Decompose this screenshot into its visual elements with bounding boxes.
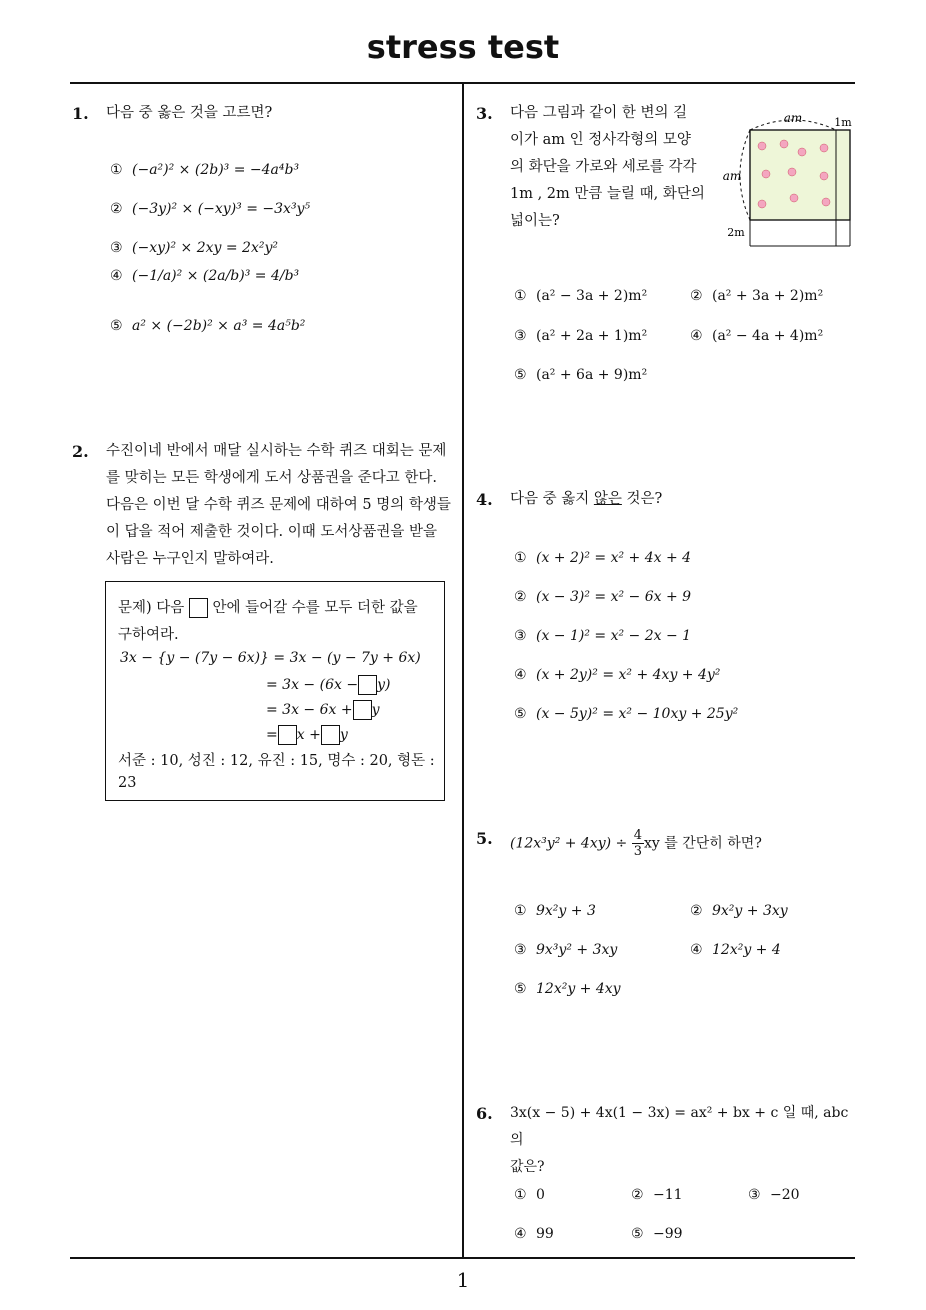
option-mark: ② bbox=[110, 201, 123, 217]
option-mark: ③ bbox=[514, 328, 527, 344]
option-mark: ② bbox=[690, 288, 703, 304]
option-mark: ⑤ bbox=[514, 706, 527, 722]
q5-text-part: (12x³y² + 4xy) ÷ bbox=[510, 835, 628, 852]
q2-line: 다음은 이번 달 수학 퀴즈 문제에 대하여 5 명의 학생들 bbox=[106, 497, 451, 513]
q5-option-1 bbox=[514, 903, 596, 919]
q4-option-5 bbox=[514, 706, 738, 722]
option-expr: 9x³y² + 3xy bbox=[536, 942, 618, 958]
q3-line: 의 화단을 가로와 세로를 각각 bbox=[510, 159, 697, 175]
q3-option-2 bbox=[690, 288, 823, 304]
q5-option-5 bbox=[514, 981, 621, 997]
q3-option-4 bbox=[690, 328, 823, 344]
bottom-rule bbox=[70, 1257, 855, 1259]
option-mark: ④ bbox=[514, 667, 527, 683]
q5-text-part: xy 를 간단히 하면? bbox=[644, 835, 762, 852]
blank-box bbox=[321, 725, 340, 745]
q1-option-5 bbox=[110, 318, 305, 334]
option-mark: ⑤ bbox=[110, 318, 123, 334]
blank-box bbox=[189, 598, 208, 618]
option-expr: (x + 2y)² = x² + 4xy + 4y² bbox=[536, 667, 721, 683]
q4-option-2 bbox=[514, 589, 691, 605]
option-mark: ④ bbox=[514, 1226, 527, 1242]
frac-bottom: 3 bbox=[633, 844, 643, 859]
option-expr: (x − 3)² = x² − 6x + 9 bbox=[536, 589, 692, 605]
frac-top: 4 bbox=[633, 828, 643, 843]
q4-text-part: 다음 중 옳지 bbox=[510, 491, 590, 507]
fig-label-bottom: 2m bbox=[727, 226, 745, 239]
q4-number: 4. bbox=[476, 490, 493, 509]
option-mark: ① bbox=[514, 1187, 527, 1203]
page-number: 1 bbox=[456, 1268, 470, 1292]
option-mark: ⑤ bbox=[631, 1226, 644, 1242]
option-expr: (a² + 3a + 2)m² bbox=[712, 288, 824, 304]
q2-line: 사람은 누구인지 말하여라. bbox=[106, 551, 274, 567]
option-expr: (a² + 6a + 9)m² bbox=[536, 367, 648, 383]
option-expr: (x − 1)² = x² − 2x − 1 bbox=[536, 628, 692, 644]
option-mark: ② bbox=[690, 903, 703, 919]
q1-number: 1. bbox=[72, 104, 89, 123]
eq-text: = 3x − 6x + bbox=[266, 702, 353, 718]
q2-line: 수진이네 반에서 매달 실시하는 수학 퀴즈 대회는 문제 bbox=[106, 443, 447, 459]
option-expr: (−1/a)² × (2a/b)³ = 4/b³ bbox=[132, 268, 300, 284]
q2-line: 를 맞히는 모든 학생에게 도서 상품권을 준다고 한다. bbox=[106, 470, 438, 486]
option-expr: −11 bbox=[653, 1187, 683, 1203]
q2-line: 이 답을 적어 제출한 것이다. 이때 도서상품권을 받을 bbox=[106, 524, 438, 540]
option-expr: 12x²y + 4 bbox=[712, 942, 781, 958]
option-expr: (a² − 4a + 4)m² bbox=[712, 328, 824, 344]
box-eq-3 bbox=[266, 700, 380, 720]
eq-text: y bbox=[371, 702, 380, 718]
option-mark: ④ bbox=[110, 268, 123, 284]
q2-number: 2. bbox=[72, 442, 89, 461]
q6-option-1 bbox=[514, 1187, 545, 1203]
option-mark: ① bbox=[514, 550, 527, 566]
q2-text bbox=[106, 438, 461, 573]
box-answers-2: 23 bbox=[118, 775, 137, 791]
box-text: 안에 들어갈 수를 모두 더한 값을 bbox=[212, 600, 418, 616]
option-expr: (−3y)² × (−xy)³ = −3x³y⁵ bbox=[132, 201, 311, 217]
option-mark: ⑤ bbox=[514, 367, 527, 383]
option-expr: (a² + 2a + 1)m² bbox=[536, 328, 648, 344]
blank-box bbox=[358, 675, 377, 695]
option-mark: ① bbox=[514, 903, 527, 919]
option-mark: ② bbox=[514, 589, 527, 605]
option-mark: ④ bbox=[690, 942, 703, 958]
fig-label-top: am bbox=[783, 111, 803, 125]
option-expr: a² × (−2b)² × a³ = 4a⁵b² bbox=[132, 318, 306, 334]
fig-label-left: am bbox=[722, 169, 742, 183]
q4-text-part: 것은? bbox=[626, 491, 663, 507]
column-divider bbox=[462, 83, 464, 1258]
box-answers-1: 서준 : 10, 성진 : 12, 유진 : 15, 명수 : 20, 형돈 : bbox=[118, 753, 435, 769]
problem-box bbox=[105, 581, 445, 801]
q3-option-1 bbox=[514, 288, 647, 304]
garden-figure bbox=[718, 108, 858, 250]
q5-option-2 bbox=[690, 903, 788, 919]
option-mark: ⑤ bbox=[514, 981, 527, 997]
q3-number: 3. bbox=[476, 104, 493, 123]
option-expr: (a² − 3a + 2)m² bbox=[536, 288, 648, 304]
option-expr: (−xy)² × 2xy = 2x²y² bbox=[132, 240, 278, 256]
q4-option-1 bbox=[514, 550, 691, 566]
q3-option-3 bbox=[514, 328, 647, 344]
q1-option-2 bbox=[110, 201, 310, 217]
eq-text: y) bbox=[377, 677, 391, 693]
q3-text bbox=[510, 100, 730, 235]
option-expr: 9x²y + 3xy bbox=[712, 903, 788, 919]
box-eq-4 bbox=[266, 725, 348, 745]
option-expr: 99 bbox=[536, 1226, 554, 1242]
option-expr: −20 bbox=[770, 1187, 800, 1203]
q3-line: 이가 am 인 정사각형의 모양 bbox=[510, 132, 691, 148]
q6-option-3 bbox=[748, 1187, 800, 1203]
option-mark: ③ bbox=[748, 1187, 761, 1203]
q3-line: 1m , 2m 만큼 늘릴 때, 화단의 bbox=[510, 186, 705, 202]
q3-line: 다음 그림과 같이 한 변의 길 bbox=[510, 105, 688, 121]
q3-option-5 bbox=[514, 367, 647, 383]
option-mark: ① bbox=[110, 162, 123, 178]
q5-fraction bbox=[632, 828, 644, 859]
option-mark: ① bbox=[514, 288, 527, 304]
q6-text bbox=[510, 1100, 860, 1181]
eq-text: = 3x − (6x − bbox=[266, 677, 359, 693]
blank-box bbox=[278, 725, 297, 745]
option-expr: 12x²y + 4xy bbox=[536, 981, 621, 997]
q6-option-5 bbox=[631, 1226, 683, 1242]
q1-option-4 bbox=[110, 268, 299, 284]
q6-line: 3x(x − 5) + 4x(1 − 3x) = ax² + bx + c 일 때, abc 의 bbox=[510, 1105, 849, 1148]
box-eq-2 bbox=[266, 675, 390, 695]
option-expr: (x + 2)² = x² + 4x + 4 bbox=[536, 550, 692, 566]
option-mark: ③ bbox=[110, 240, 123, 256]
box-line-2: 구하여라. bbox=[118, 627, 179, 643]
option-expr: (−a²)² × (2b)³ = −4a⁴b³ bbox=[132, 162, 300, 178]
q1-text: 다음 중 옳은 것을 고르면? bbox=[106, 105, 273, 121]
box-text: 문제) 다음 bbox=[118, 600, 185, 616]
blank-box bbox=[353, 700, 372, 720]
q1-option-3 bbox=[110, 240, 278, 256]
q3-line: 넓이는? bbox=[510, 213, 560, 229]
q6-option-2 bbox=[631, 1187, 683, 1203]
q6-number: 6. bbox=[476, 1104, 493, 1123]
q5-option-4 bbox=[690, 942, 781, 958]
q5-number: 5. bbox=[476, 829, 493, 848]
option-expr: −99 bbox=[653, 1226, 683, 1242]
eq-text: y bbox=[339, 727, 348, 743]
page-title: stress test bbox=[366, 28, 560, 66]
q4-option-4 bbox=[514, 667, 720, 683]
option-mark: ④ bbox=[690, 328, 703, 344]
option-mark: ③ bbox=[514, 628, 527, 644]
q1-option-1 bbox=[110, 162, 299, 178]
option-expr: (x − 5y)² = x² − 10xy + 25y² bbox=[536, 706, 739, 722]
q6-line: 값은? bbox=[510, 1159, 545, 1175]
option-expr: 9x²y + 3 bbox=[536, 903, 596, 919]
q4-option-3 bbox=[514, 628, 691, 644]
option-expr: 0 bbox=[536, 1187, 545, 1203]
q5-option-3 bbox=[514, 942, 617, 958]
eq-text: = bbox=[266, 727, 278, 743]
q4-text bbox=[510, 486, 662, 513]
q6-option-4 bbox=[514, 1226, 554, 1242]
box-line-1 bbox=[118, 596, 418, 618]
fig-label-right: 1m bbox=[834, 116, 852, 129]
q4-underlined: 않은 bbox=[593, 491, 622, 507]
box-eq-1: 3x − {y − (7y − 6x)} = 3x − (y − 7y + 6x) bbox=[120, 650, 421, 666]
option-mark: ③ bbox=[514, 942, 527, 958]
q5-text bbox=[510, 828, 762, 859]
eq-text: x + bbox=[296, 727, 321, 743]
option-mark: ② bbox=[631, 1187, 644, 1203]
